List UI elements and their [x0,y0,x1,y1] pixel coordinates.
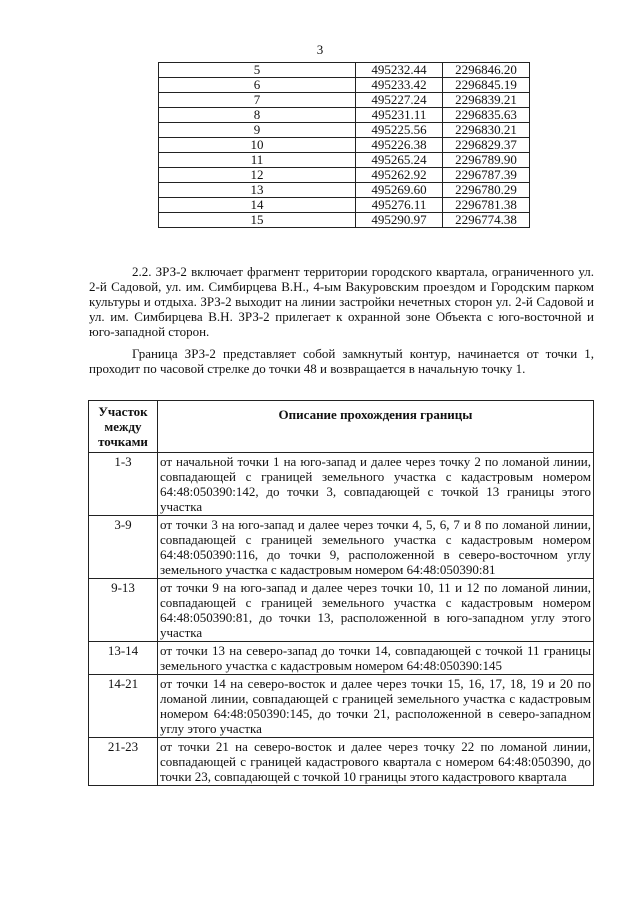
boundary-description-table [88,400,594,786]
coordinate-x: 495231.11 [356,108,443,123]
segment-cell: 14-21 [89,675,158,738]
point-number: 6 [159,78,356,93]
coordinate-y: 2296829.37 [443,138,530,153]
coordinates-table [158,62,530,228]
description-cell: от начальной точки 1 на юго-запад и далее через точку 2 по ломаной линии, совпадающей с границей земельного участка с кадастровым номером 64:48:050390:142, до точки 3, совпадающей с точкой 13 границы этого участка [158,453,594,516]
table-row [159,198,530,213]
coordinate-x: 495262.92 [356,168,443,183]
description-cell: от точки 3 на юго-запад и далее через точки 4, 5, 6, 7 и 8 по ломаной линии, совпадающей с границей земельного участка с кадастровым номером 64:48:050390:116, до точки 9, расположенной в северо-восточном углу земельного участка с кадастровым номером 64:48:050390:81 [158,516,594,579]
segment-cell: 21-23 [89,738,158,786]
point-number: 7 [159,93,356,108]
description-cell: от точки 13 на северо-запад до точки 14, совпадающей с точкой 11 границы земельного участка с кадастровым номером 64:48:050390:145 [158,642,594,675]
coordinate-x: 495269.60 [356,183,443,198]
table-row [159,183,530,198]
segment-cell: 1-3 [89,453,158,516]
point-number: 13 [159,183,356,198]
table-row [159,153,530,168]
coordinate-y: 2296839.21 [443,93,530,108]
table-row [89,516,594,579]
table-row [159,168,530,183]
coordinate-x: 495227.24 [356,93,443,108]
coordinate-y: 2296846.20 [443,63,530,78]
table-row [159,63,530,78]
coordinate-y: 2296774.38 [443,213,530,228]
point-number: 12 [159,168,356,183]
coordinate-y: 2296780.29 [443,183,530,198]
header-description: Описание прохождения границы [158,401,594,453]
table-row [89,642,594,675]
description-cell: от точки 9 на юго-запад и далее через точки 10, 11 и 12 по ломаной линии, совпадающей с границей земельного участка с кадастровым номером 64:48:050390:81, до точки 13, расположенной в юго-западном углу этого участка [158,579,594,642]
point-number: 9 [159,123,356,138]
table-row [159,138,530,153]
coordinate-x: 495290.97 [356,213,443,228]
table-row [159,78,530,93]
point-number: 14 [159,198,356,213]
description-cell: от точки 14 на северо-восток и далее через точки 15, 16, 17, 18, 19 и 20 по ломаной линии, совпадающей с границей земельного участка с кадастровым номером 64:48:050390:145, до точки 21, расположенной в северо-западном углу этого участка [158,675,594,738]
coordinate-x: 495225.56 [356,123,443,138]
table-row [89,675,594,738]
table-row [159,108,530,123]
paragraph-boundary-contour: Граница ЗРЗ-2 представляет собой замкнутый контур, начинается от точки 1, проходит по часовой стрелке до точки 48 и возвращается в начальную точку 1. [89,346,594,376]
point-number: 10 [159,138,356,153]
point-number: 5 [159,63,356,78]
coordinate-y: 2296781.38 [443,198,530,213]
point-number: 15 [159,213,356,228]
paragraph-zrz2-description: 2.2. ЗРЗ-2 включает фрагмент территории городского квартала, ограниченного ул. 2-й Садовой, ул. им. Симбирцева В.Н., 4-ым Вакуровским проездом и Городским парком культуры и отдыха. ЗРЗ-2 выходит на линии застройки нечетных сторон ул. 2-й Садовой и ул. им. Симбирцева В.Н. ЗРЗ-2 прилегает к охранной зоне Объекта с юго-восточной и юго-западной сторон. [89,264,594,339]
coordinate-x: 495232.44 [356,63,443,78]
table-row [159,123,530,138]
coordinate-x: 495226.38 [356,138,443,153]
coordinate-y: 2296845.19 [443,78,530,93]
point-number: 11 [159,153,356,168]
segment-cell: 9-13 [89,579,158,642]
coordinate-x: 495265.24 [356,153,443,168]
coordinate-x: 495276.11 [356,198,443,213]
table-row [89,738,594,786]
table-row [89,453,594,516]
page-number: 3 [316,42,324,57]
segment-cell: 13-14 [89,642,158,675]
coordinates-table-body [159,63,530,228]
table-row [159,93,530,108]
table-row [159,213,530,228]
table-header-row [89,401,594,453]
boundary-table-body [89,453,594,786]
coordinate-x: 495233.42 [356,78,443,93]
point-number: 8 [159,108,356,123]
coordinate-y: 2296835.63 [443,108,530,123]
header-segment: Участок между точками [89,401,158,453]
table-row [89,579,594,642]
segment-cell: 3-9 [89,516,158,579]
coordinate-y: 2296789.90 [443,153,530,168]
coordinate-y: 2296830.21 [443,123,530,138]
description-cell: от точки 21 на северо-восток и далее через точку 22 по ломаной линии, совпадающей с границей кадастрового квартала с номером 64:48:050390, до точки 23, совпадающей с точкой 10 границы этого кадастрового квартала [158,738,594,786]
boundary-table-header [89,401,594,453]
coordinate-y: 2296787.39 [443,168,530,183]
